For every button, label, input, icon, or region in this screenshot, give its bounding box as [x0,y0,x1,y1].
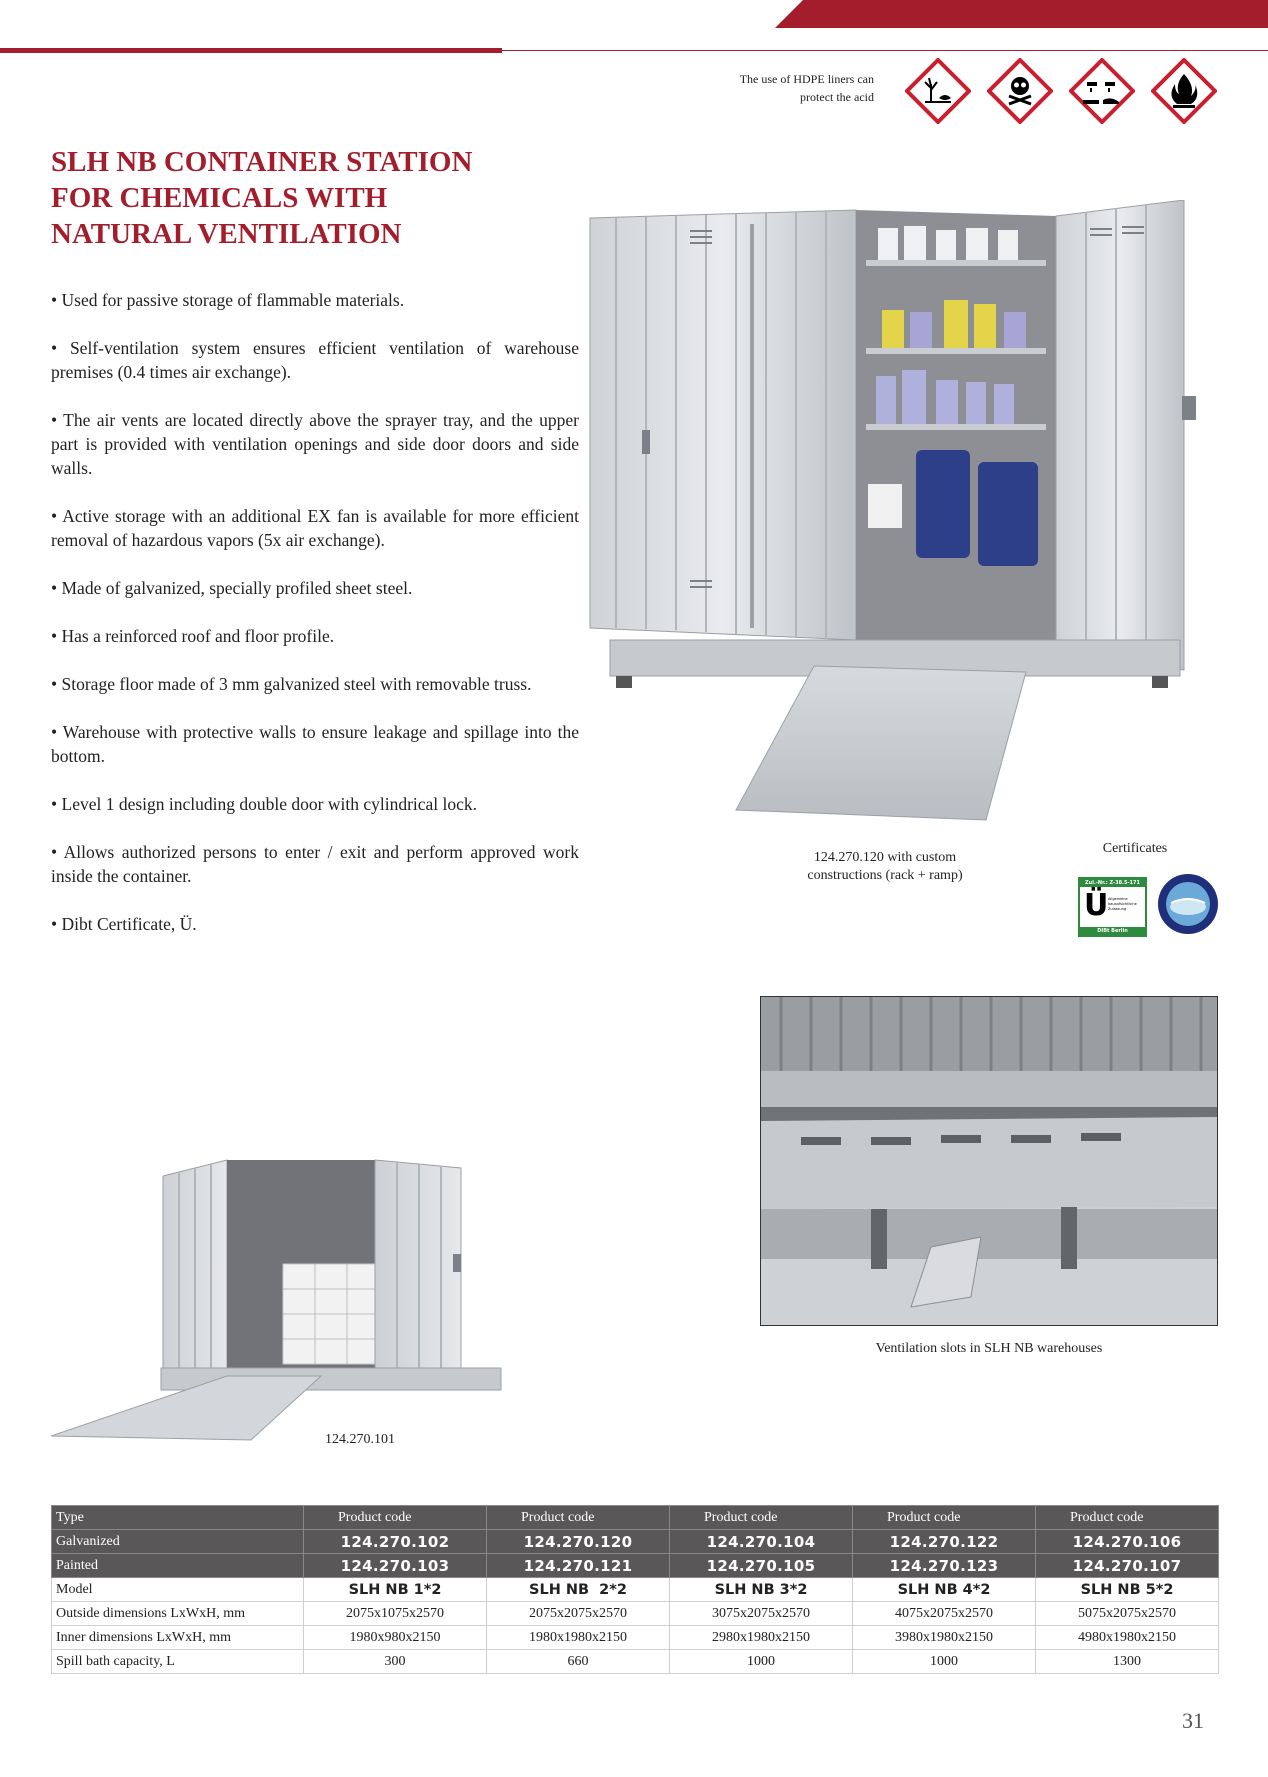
header-rule-thick [0,48,502,53]
table-cell: 4075x2075x2570 [853,1602,1036,1626]
toxic-skull-icon [987,58,1053,124]
table-row-type [52,1506,1219,1530]
small-container-photo [51,1124,521,1446]
main-photo-caption-line1: 124.270.120 with custom [813,850,957,865]
table-cell: 124.270.105 [670,1554,853,1578]
dibt-berlin-label: DIBt Berlin [1080,927,1145,935]
table-cell: 124.270.120 [487,1530,670,1554]
table-cell: 124.270.102 [304,1530,487,1554]
u-mark: Ü [1084,888,1109,923]
table-cell: 2075x1075x2570 [304,1602,487,1626]
small-photo-caption: 124.270.101 [325,1432,395,1447]
table-cell: 5075x2075x2570 [1036,1602,1219,1626]
environment-hazard-icon [905,58,971,124]
table-row-inner-dimensions [52,1626,1219,1650]
table-cell: 660 [487,1650,670,1674]
table-cell: 124.270.104 [670,1530,853,1554]
feature-item: • Allows authorized persons to enter / exit and perform approved work inside the container. [51,842,579,886]
certificates-title: Certificates [1102,841,1168,856]
row-label: Spill bath capacity, L [52,1650,304,1674]
table-cell: Product code [853,1506,1036,1530]
table-cell: Product code [1036,1506,1219,1530]
flammable-icon [1151,58,1217,124]
table-cell: Product code [487,1506,670,1530]
dibt-text-2: bauaufsichtliche [1108,902,1137,906]
row-label: Model [52,1578,304,1602]
main-container-photo [586,200,1220,840]
row-label: Galvanized [52,1530,304,1554]
table-cell: 1300 [1036,1650,1219,1674]
globe-certificate-icon [1157,873,1219,935]
table-row-painted [52,1554,1219,1578]
feature-item: • Has a reinforced roof and floor profile. [51,626,335,646]
table-cell: Product code [304,1506,487,1530]
title-line3: NATURAL VENTILATION [51,218,402,250]
table-cell: 4980x1980x2150 [1036,1626,1219,1650]
table-cell: 2980x1980x2150 [670,1626,853,1650]
table-row-outside-dimensions [52,1602,1219,1626]
table-cell: 300 [304,1650,487,1674]
dibt-text-1: Allgemeine [1108,897,1128,901]
table-cell: Product code [670,1506,853,1530]
hdpe-note [660,70,874,106]
table-cell: 124.270.103 [304,1554,487,1578]
corrosive-icon [1069,58,1135,124]
dibt-text-3: Zulassung [1108,907,1127,911]
row-label: Painted [52,1554,304,1578]
main-photo-caption [760,849,1010,885]
dibt-certificate-badge [1078,877,1147,937]
feature-item: • Dibt Certificate, Ü. [51,914,197,934]
table-cell: 124.270.122 [853,1530,1036,1554]
table-cell: 124.270.121 [487,1554,670,1578]
table-cell: 1000 [670,1650,853,1674]
feature-item: • The air vents are located directly above the sprayer tray, and the upper part is provided with ventilation openings and side door doors and side walls. [51,410,579,478]
dibt-approval-number: Zul.-Nr.: Z-38.5-171 [1080,879,1145,887]
feature-item: • Active storage with an additional EX fan is available for more efficient removal of hazardous vapors (5x air exchange). [51,506,579,550]
header-rule-thin [502,50,1268,51]
feature-item: • Self-ventilation system ensures efficient ventilation of warehouse premises (0.4 times air exchange). [51,338,579,382]
table-cell: 124.270.106 [1036,1530,1219,1554]
table-cell: SLH NB 3*2 [670,1578,853,1602]
table-row-model [52,1578,1219,1602]
detail-photo-caption: Ventilation slots in SLH NB warehouses [875,1341,1103,1356]
table-cell: SLH NB 2*2 [487,1578,670,1602]
page-title [51,144,591,252]
hdpe-note-line2: protect the acid [800,90,874,104]
table-cell: 124.270.107 [1036,1554,1219,1578]
title-line1: SLH NB CONTAINER STATION [51,146,473,178]
table-cell: 1980x1980x2150 [487,1626,670,1650]
main-photo-caption-line2: constructions (rack + ramp) [807,868,963,883]
table-cell: 2075x2075x2570 [487,1602,670,1626]
row-label: Type [52,1506,304,1530]
row-label: Outside dimensions LxWxH, mm [52,1602,304,1626]
row-label: Inner dimensions LxWxH, mm [52,1626,304,1650]
title-line2: FOR CHEMICALS WITH [51,182,388,214]
table-cell: 3980x1980x2150 [853,1626,1036,1650]
table-cell: SLH NB 4*2 [853,1578,1036,1602]
table-cell: SLH NB 5*2 [1036,1578,1219,1602]
table-cell: SLH NB 1*2 [304,1578,487,1602]
hdpe-note-line1: The use of HDPE liners can [739,72,874,86]
specification-table [51,1505,1219,1674]
feature-item: • Warehouse with protective walls to ensure leakage and spillage into the bottom. [51,722,579,766]
table-cell: 1000 [853,1650,1036,1674]
table-row-spill-capacity [52,1650,1219,1674]
feature-list [51,288,579,960]
feature-item: • Made of galvanized, specially profiled sheet steel. [51,578,413,598]
table-row-galvanized [52,1530,1219,1554]
header-accent-band [775,0,1268,28]
feature-item: • Storage floor made of 3 mm galvanized steel with removable truss. [51,674,532,694]
feature-item: • Level 1 design including double door with cylindrical lock. [51,794,478,814]
ventilation-detail-photo [760,996,1218,1326]
table-cell: 124.270.123 [853,1554,1036,1578]
feature-item: • Used for passive storage of flammable materials. [51,290,405,310]
table-cell: 3075x2075x2570 [670,1602,853,1626]
page-number: 31 [1182,1708,1204,1733]
table-cell: 1980x980x2150 [304,1626,487,1650]
